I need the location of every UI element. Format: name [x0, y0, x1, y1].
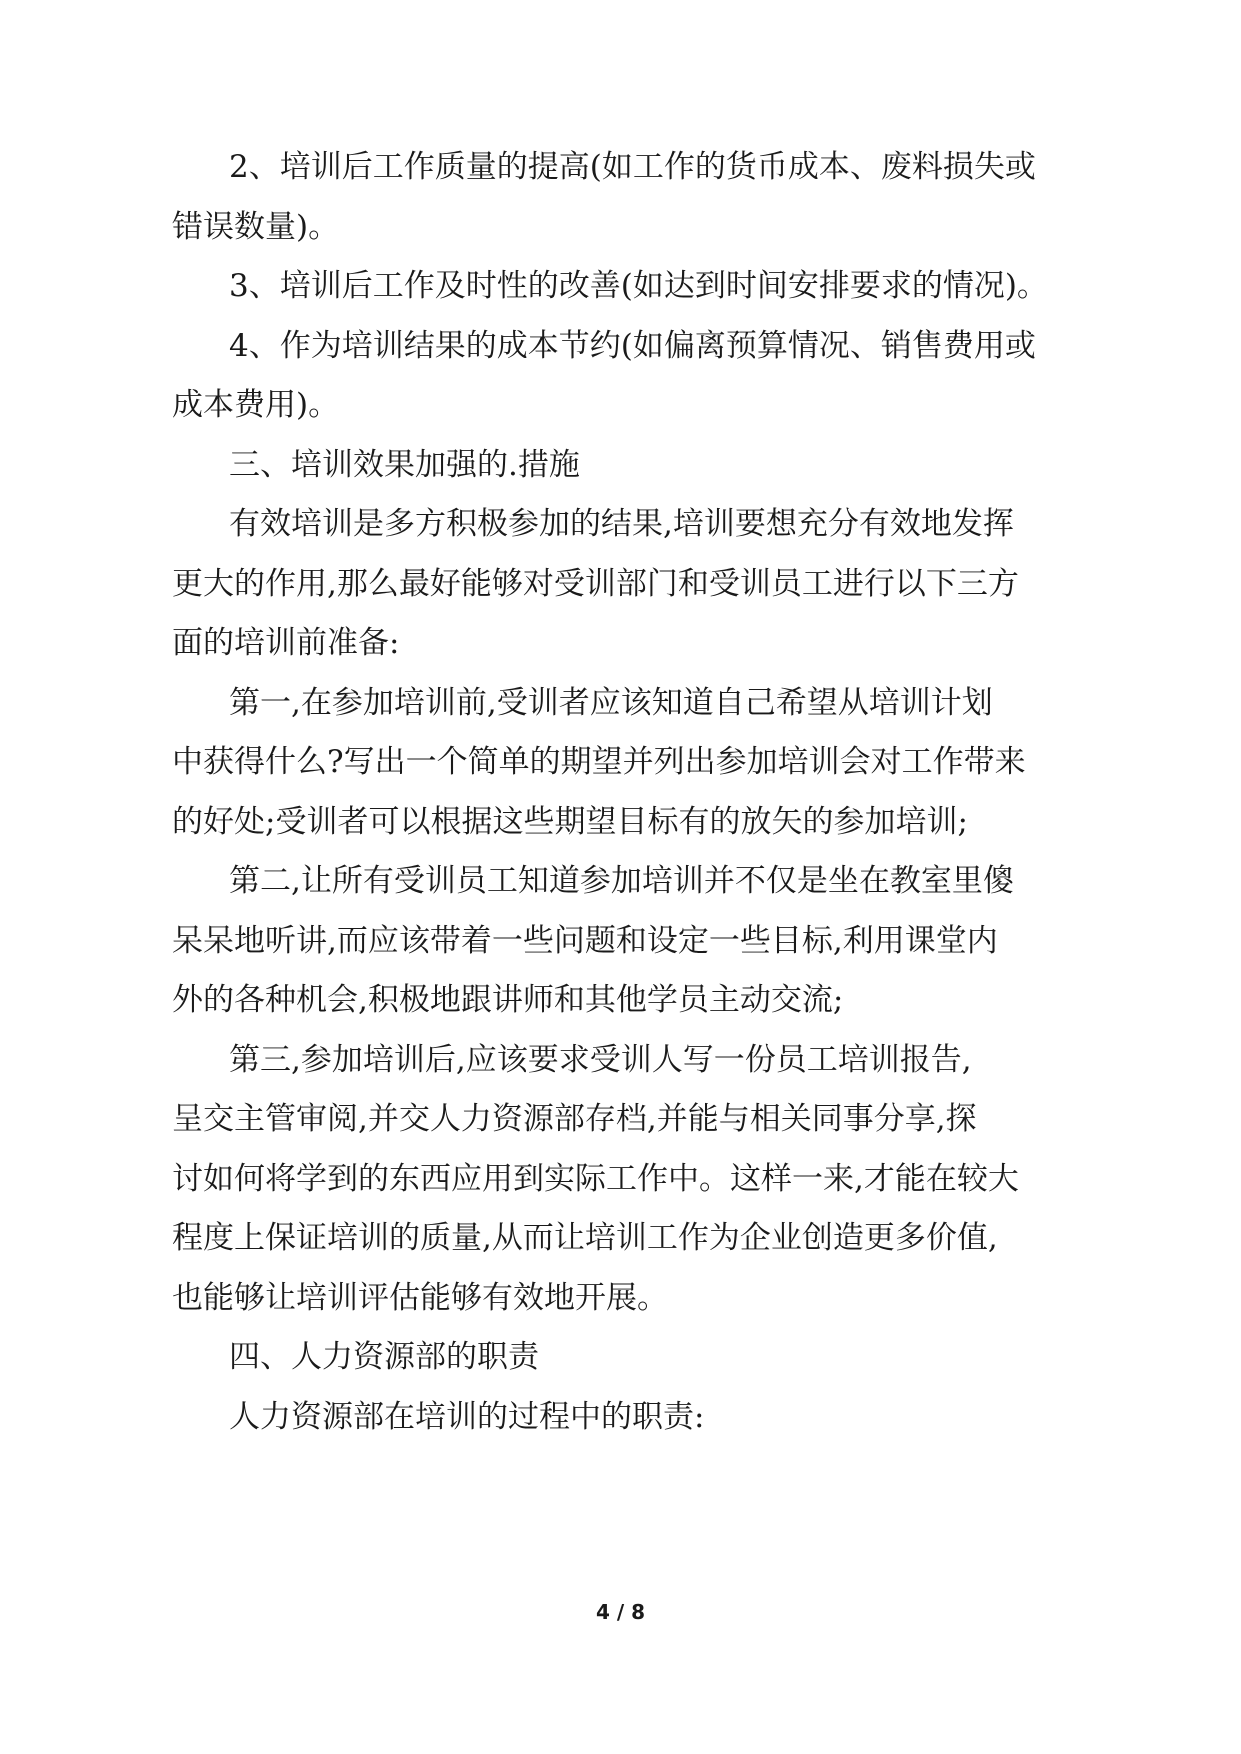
paragraph-line: 2、培训后工作质量的提高(如工作的货币成本、废料损失或	[229, 149, 1036, 185]
paragraph-line: 有效培训是多方积极参加的结果,培训要想充分有效地发挥	[229, 506, 1014, 542]
paragraph-line: 四、人力资源部的职责	[229, 1339, 539, 1375]
paragraph-line: 程度上保证培训的质量,从而让培训工作为企业创造更多价值,	[172, 1220, 998, 1256]
paragraph-line: 也能够让培训评估能够有效地开展。	[172, 1279, 668, 1316]
paragraph-line: 人力资源部在培训的过程中的职责:	[229, 1398, 705, 1435]
paragraph-line: 三、培训效果加强的.措施	[229, 446, 580, 483]
paragraph-line: 更大的作用,那么最好能够对受训部门和受训员工进行以下三方	[172, 565, 1019, 602]
paragraph-line: 第一,在参加培训前,受训者应该知道自己希望从培训计划	[229, 684, 993, 721]
page-number: 4 / 8	[595, 1600, 646, 1624]
paragraph-line: 面的培训前准备:	[172, 625, 400, 661]
paragraph-line: 中获得什么?写出一个简单的期望并列出参加培训会对工作带来	[172, 744, 1026, 780]
paragraph-line: 外的各种机会,积极地跟讲师和其他学员主动交流;	[172, 982, 844, 1018]
paragraph-line: 讨如何将学到的东西应用到实际工作中。这样一来,才能在较大	[172, 1160, 1019, 1197]
paragraph-line: 呈交主管审阅,并交人力资源部存档,并能与相关同事分享,探	[172, 1101, 977, 1137]
paragraph-line: 呆呆地听讲,而应该带着一些问题和设定一些目标,利用课堂内	[172, 922, 998, 959]
paragraph-line: 第三,参加培训后,应该要求受训人写一份员工培训报告,	[229, 1041, 972, 1078]
paragraph-line: 第二,让所有受训员工知道参加培训并不仅是坐在教室里傻	[229, 863, 1014, 899]
paragraph-line: 的好处;受训者可以根据这些期望目标有的放矢的参加培训;	[172, 803, 968, 840]
paragraph-line: 成本费用)。	[172, 387, 340, 423]
paragraph-line: 4、作为培训结果的成本节约(如偏离预算情况、销售费用或	[229, 327, 1036, 364]
paragraph-line: 3、培训后工作及时性的改善(如达到时间安排要求的情况)。	[229, 268, 1048, 304]
paragraph-line: 错误数量)。	[172, 208, 340, 245]
